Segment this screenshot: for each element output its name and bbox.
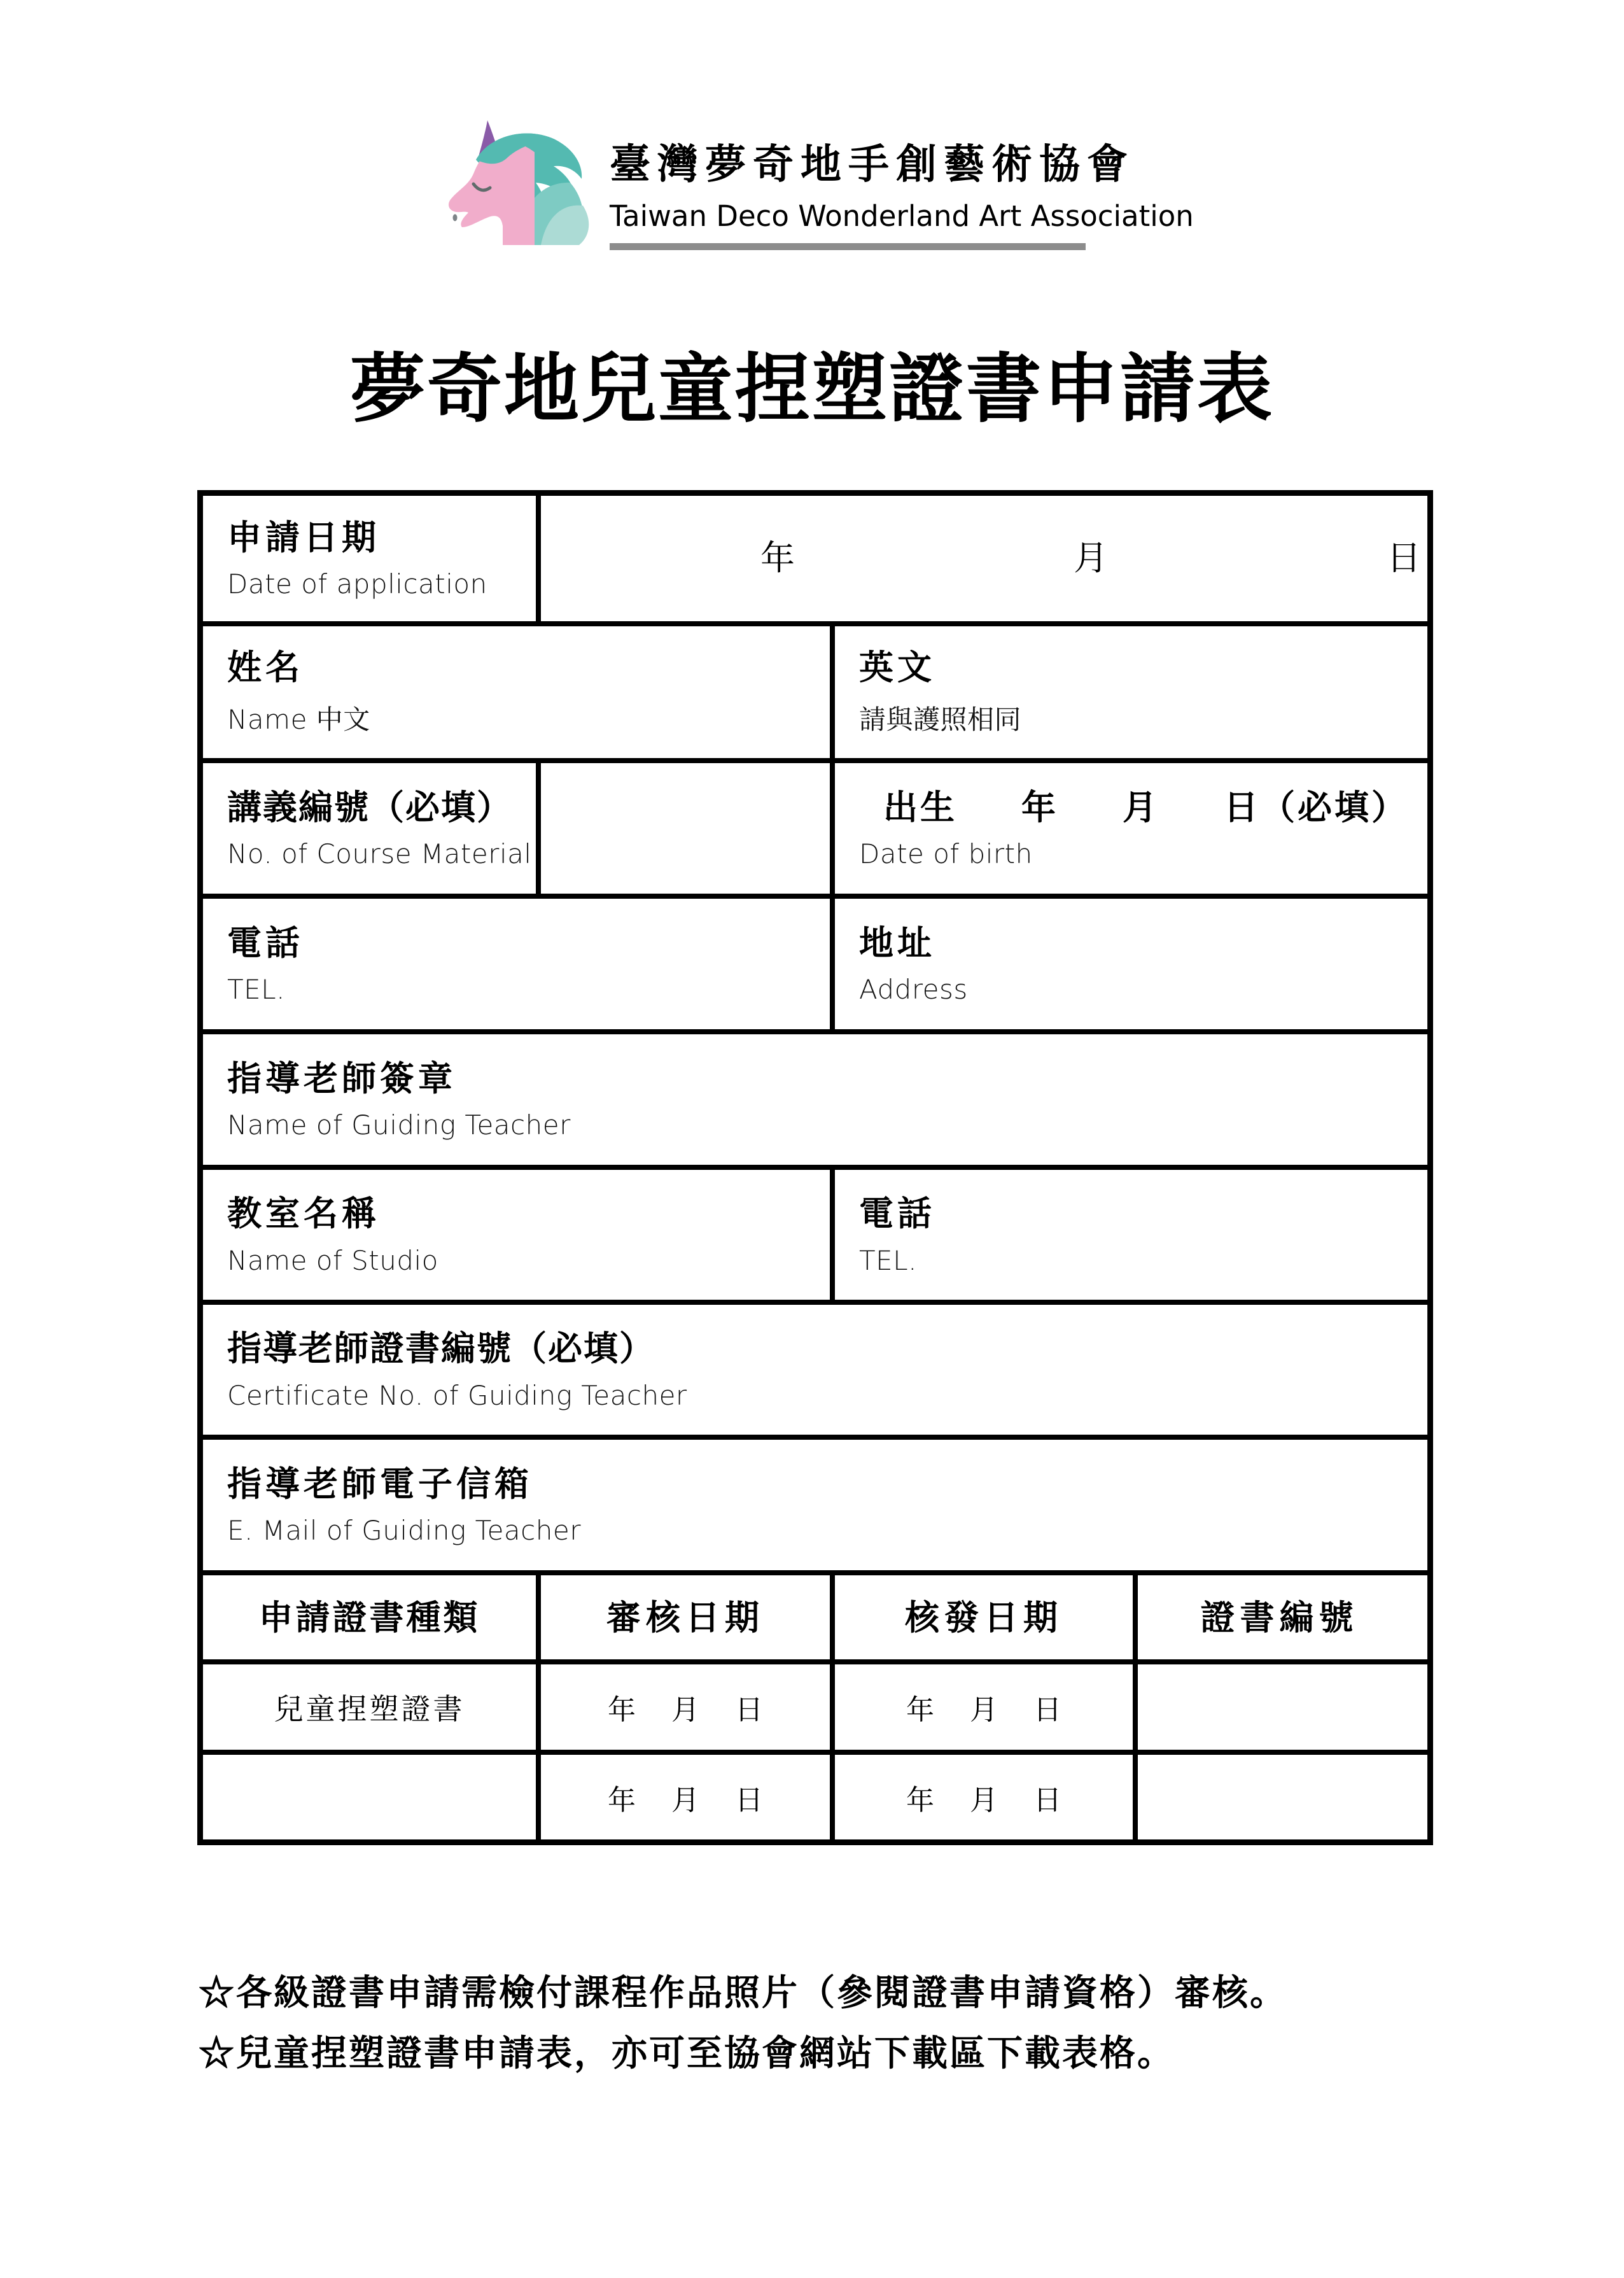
header-cert-type [203, 1575, 541, 1659]
row-cert-header [203, 1575, 1427, 1664]
label-application-date-zh: 申請日期 [227, 516, 380, 558]
label-application-date-en: Date of application [227, 568, 487, 600]
input-address[interactable] [835, 899, 1427, 1029]
input-application-date[interactable] [541, 496, 1427, 621]
row-tel-address [203, 899, 1427, 1034]
label-birth-prefix: 出生 [883, 786, 957, 827]
input-studio-name[interactable] [203, 1170, 835, 1300]
review-day-placeholder: 日 [735, 1694, 763, 1726]
label-studio-zh: 教室名稱 [227, 1193, 380, 1234]
issue-year-placeholder-2: 年 [906, 1783, 934, 1817]
label-teacher-sign-en: Name of Guiding Teacher [227, 1109, 571, 1141]
input-teacher-email[interactable] [203, 1440, 1427, 1570]
row-studio [203, 1170, 1427, 1305]
label-course-no [203, 763, 541, 894]
footnotes [199, 1963, 1471, 2084]
row-cert-1 [203, 1664, 1427, 1755]
label-course-no-zh: 講義編號（必填） [227, 786, 512, 827]
header-issue-date [835, 1575, 1138, 1659]
label-name-zh: 姓名 [227, 647, 304, 688]
input-birth-date[interactable] [835, 763, 1427, 894]
row-teacher-cert-no [203, 1305, 1427, 1440]
input-cert-type-2[interactable] [203, 1755, 541, 1839]
input-studio-tel[interactable] [835, 1170, 1427, 1300]
label-tel-zh: 電話 [227, 922, 304, 963]
label-studio-tel-en: TEL. [859, 1244, 917, 1276]
row-course-birth [203, 763, 1427, 899]
issue-month-placeholder: 月 [970, 1694, 998, 1726]
input-review-date-1[interactable] [541, 1664, 835, 1750]
review-month-placeholder: 月 [671, 1694, 699, 1726]
review-year-placeholder: 年 [608, 1694, 636, 1726]
label-name-en: Name 中文 [227, 703, 370, 735]
input-teacher-signature[interactable] [203, 1034, 1427, 1165]
logo-text-block [610, 132, 1194, 250]
association-name-zh: 臺灣夢奇地手創藝術協會 [610, 141, 1135, 188]
unicorn-logo-icon [445, 118, 603, 246]
logo-underline [610, 243, 1086, 250]
label-teacher-email-en: E. Mail of Guiding Teacher [227, 1515, 581, 1547]
row-application-date [203, 496, 1427, 626]
label-english-hint: 請與護照相同 [859, 703, 1022, 735]
birth-month-placeholder: 月 [1123, 786, 1159, 827]
cert-type-cell [203, 1664, 541, 1750]
birth-year-placeholder: 年 [1021, 786, 1058, 827]
input-issue-date-1[interactable] [835, 1664, 1138, 1750]
row-teacher-email [203, 1440, 1427, 1575]
input-name-chinese[interactable] [203, 626, 835, 758]
association-name-en: Taiwan Deco Wonderland Art Association [610, 199, 1194, 233]
label-tel-en: TEL. [227, 974, 285, 1006]
page-title: 夢奇地兒童捏塑證書申請表 [349, 344, 1274, 433]
row-teacher-signature [203, 1034, 1427, 1170]
year-placeholder: 年 [760, 538, 795, 579]
row-cert-2 [203, 1755, 1427, 1839]
footnote-1: ☆各級證書申請需檢付課程作品照片（參閱證書申請資格）審核。 [199, 1972, 1287, 2014]
month-placeholder: 月 [1074, 538, 1108, 579]
input-tel[interactable] [203, 899, 835, 1029]
header-cert-no [1138, 1575, 1427, 1659]
label-course-no-en: No. of Course Material [227, 838, 532, 870]
label-teacher-cert-no-zh: 指導老師證書編號（必填） [227, 1328, 655, 1369]
header-cert-no-label: 證書編號 [1200, 1596, 1359, 1638]
header-review-date-label: 審核日期 [606, 1596, 764, 1638]
issue-day-placeholder-2: 日 [1033, 1783, 1061, 1817]
footnote-2: ☆兒童捏塑證書申請表，亦可至協會網站下載區下載表格。 [199, 2032, 1175, 2074]
header-issue-date-label: 核發日期 [905, 1596, 1063, 1638]
header-cert-type-label: 申請證書種類 [258, 1596, 480, 1638]
input-issue-date-2[interactable] [835, 1755, 1138, 1839]
label-application-date [203, 496, 541, 621]
label-english-zh: 英文 [859, 647, 935, 688]
input-teacher-cert-no[interactable] [203, 1305, 1427, 1435]
label-address-zh: 地址 [859, 922, 935, 963]
label-teacher-email-zh: 指導老師電子信箱 [227, 1463, 533, 1504]
review-month-placeholder-2: 月 [671, 1783, 699, 1817]
label-studio-en: Name of Studio [227, 1244, 438, 1276]
association-logo [445, 118, 1194, 251]
input-name-english[interactable] [835, 626, 1427, 758]
input-cert-no-2[interactable] [1138, 1755, 1427, 1839]
label-teacher-cert-no-en: Certificate No. of Guiding Teacher [227, 1379, 687, 1411]
application-form-table [197, 490, 1433, 1845]
label-studio-tel-zh: 電話 [859, 1193, 935, 1234]
input-review-date-2[interactable] [541, 1755, 835, 1839]
cert-type-value: 兒童捏塑證書 [274, 1692, 465, 1726]
review-day-placeholder-2: 日 [735, 1783, 763, 1817]
review-year-placeholder-2: 年 [608, 1783, 636, 1817]
row-name [203, 626, 1427, 763]
issue-month-placeholder-2: 月 [970, 1783, 998, 1817]
issue-day-placeholder: 日 [1033, 1694, 1061, 1726]
label-teacher-sign-zh: 指導老師簽章 [227, 1057, 456, 1099]
header-review-date [541, 1575, 835, 1659]
input-cert-no-1[interactable] [1138, 1664, 1427, 1750]
input-course-no[interactable] [541, 763, 835, 894]
issue-year-placeholder: 年 [906, 1694, 934, 1726]
label-address-en: Address [859, 974, 968, 1006]
day-placeholder: 日 [1387, 538, 1421, 579]
birth-day-required: 日（必填） [1224, 786, 1408, 827]
label-birth-en: Date of birth [859, 838, 1033, 870]
